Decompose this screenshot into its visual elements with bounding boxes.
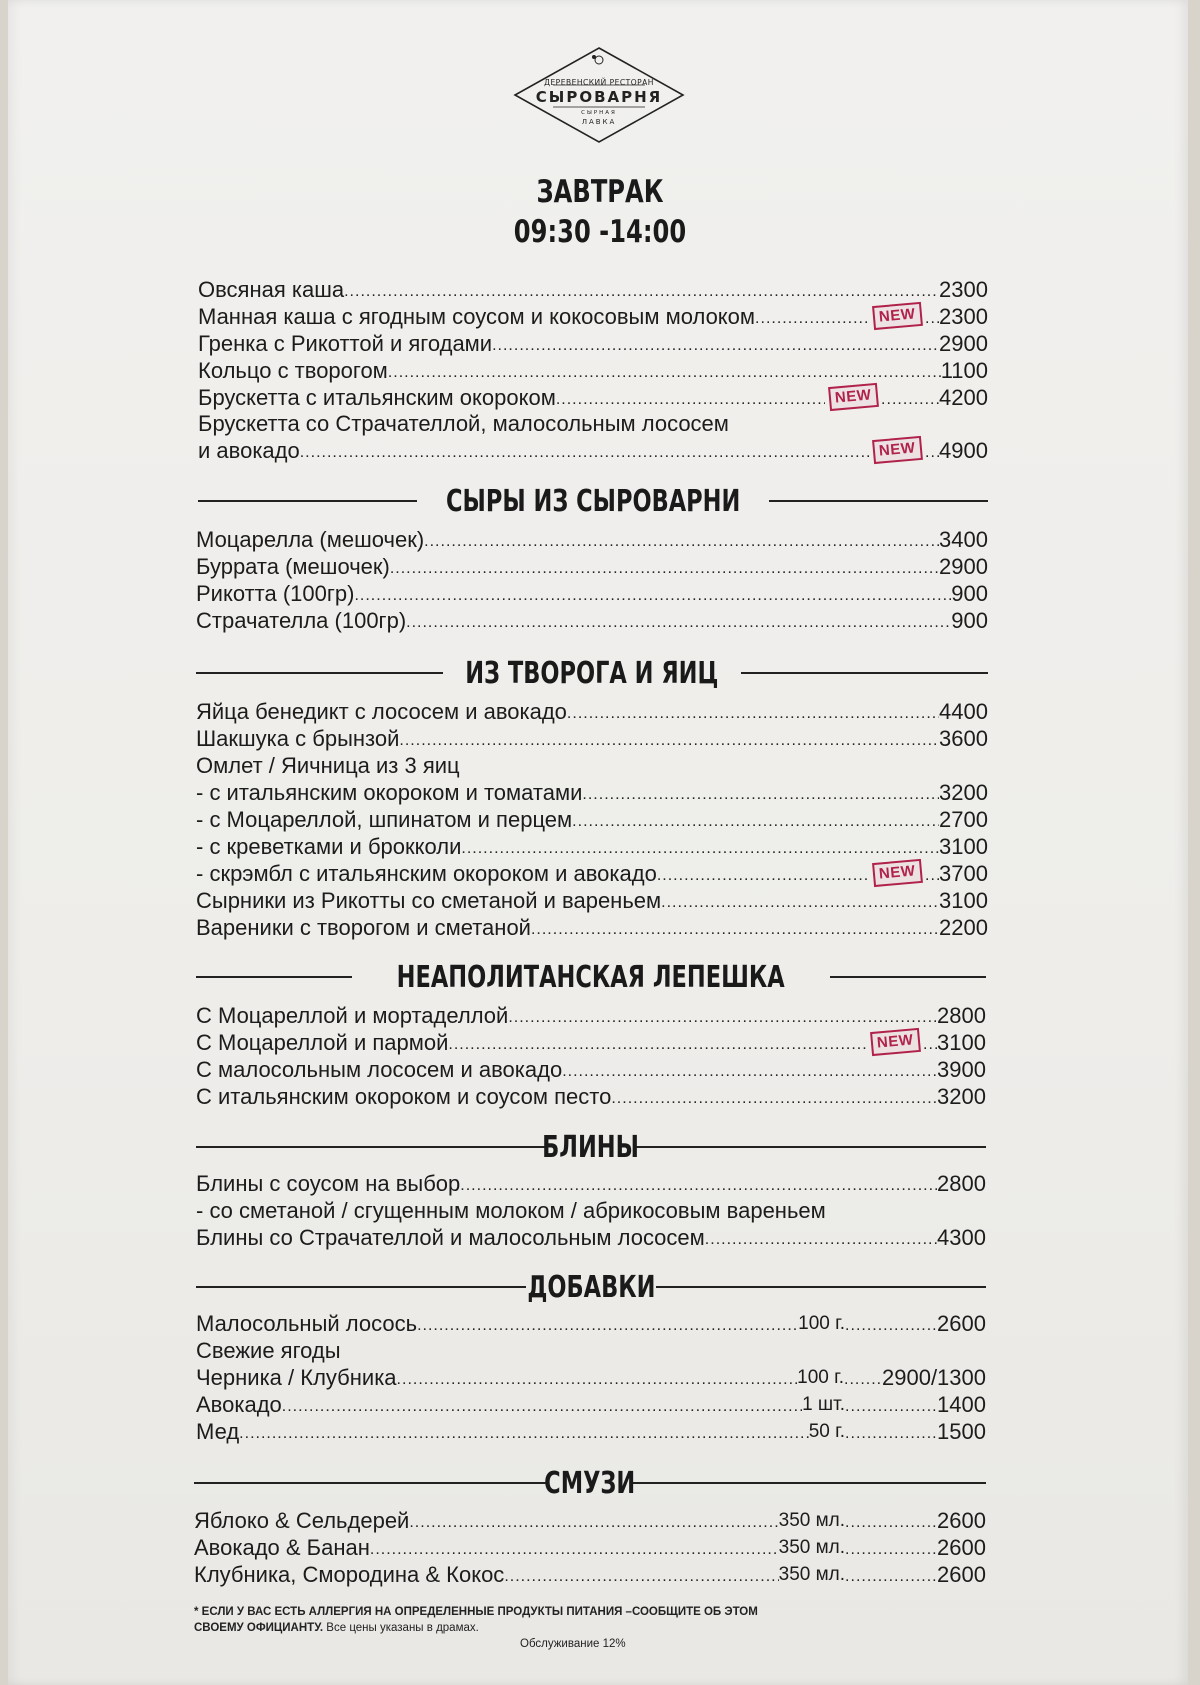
item-price: 2600 xyxy=(937,1535,986,1560)
item-name: Яйца бенедикт с лососем и авокадо xyxy=(196,699,567,724)
new-badge: NEW xyxy=(872,436,922,464)
section-title: НЕАПОЛИТАНСКАЯ ЛЕПЕШКА xyxy=(396,959,786,995)
menu-item xyxy=(196,1002,986,1029)
item-name: Авокадо xyxy=(196,1392,282,1417)
item-name: и авокадо xyxy=(198,438,300,463)
menu-item xyxy=(196,779,988,806)
item-name: Шакшука с брынзой xyxy=(196,726,400,751)
item-name: - скрэмбл с итальянским окороком и авокадо xyxy=(196,861,657,886)
menu-item xyxy=(196,1170,986,1197)
item-quantity: 50 г. xyxy=(808,1421,846,1442)
item-price: 1100 xyxy=(940,358,988,383)
item-price: 1500 xyxy=(937,1419,986,1444)
item-price: 3700 xyxy=(939,861,988,886)
leader-dots xyxy=(370,1539,779,1561)
item-name: С Моцареллой и пармой xyxy=(196,1030,449,1055)
item-quantity: 100 г. xyxy=(797,1367,844,1388)
leader-dots xyxy=(424,531,939,553)
menu-item xyxy=(198,330,988,357)
menu-item xyxy=(196,1224,986,1251)
leader-dots xyxy=(531,919,939,941)
menu-item xyxy=(198,437,988,464)
item-name: Овсяная каша xyxy=(198,277,345,302)
leader-dots xyxy=(881,389,939,411)
new-badge: NEW xyxy=(828,383,878,411)
section-flatbread xyxy=(196,960,986,994)
section-title: ИЗ ТВОРОГА И ЯИЦ xyxy=(465,655,719,691)
item-price: 2900 xyxy=(939,554,988,579)
menu-item xyxy=(196,806,988,833)
leader-dots xyxy=(844,1369,882,1391)
logo-top-text: ДЕРЕВЕНСКИЙ РЕСТОРАН xyxy=(544,78,654,87)
item-price: 2600 xyxy=(937,1562,986,1587)
leader-dots xyxy=(925,442,939,464)
leader-dots xyxy=(354,585,951,607)
item-quantity: 350 мл. xyxy=(778,1564,846,1585)
leader-dots xyxy=(611,1088,937,1110)
leader-dots xyxy=(388,362,941,384)
item-price: 2600 xyxy=(937,1508,986,1533)
leader-dots xyxy=(845,1566,937,1588)
item-name: Мед xyxy=(196,1419,240,1444)
item-quantity: 100 г. xyxy=(798,1313,846,1334)
leader-dots xyxy=(925,308,939,330)
item-name: Авокадо & Банан xyxy=(194,1535,370,1560)
menu-item xyxy=(196,887,988,914)
breakfast-hours: 09:30 -14:00 xyxy=(513,214,687,250)
section-title: СЫРЫ ИЗ СЫРОВАРНИ xyxy=(445,483,741,519)
leader-dots xyxy=(923,1034,937,1056)
item-price: 2200 xyxy=(939,915,988,940)
leader-dots xyxy=(390,558,939,580)
item-name: Страчателла (100гр) xyxy=(196,608,407,633)
item-price: 3200 xyxy=(939,780,988,805)
menu-item xyxy=(198,357,988,384)
menu-item xyxy=(198,384,988,411)
section-title: ДОБАВКИ xyxy=(526,1269,656,1305)
menu-item xyxy=(196,1391,986,1418)
item-price: 2800 xyxy=(937,1171,986,1196)
leader-dots xyxy=(399,730,939,752)
addons-line: Свежие ягоды xyxy=(196,1338,341,1363)
section-pancakes xyxy=(196,1130,986,1164)
allergy-note-line2 xyxy=(194,1620,479,1636)
item-name: Сырники из Рикотты со сметаной и вареньем xyxy=(196,888,662,913)
menu-item xyxy=(196,914,988,941)
item-name: Клубника, Смородина & Кокос xyxy=(194,1562,505,1587)
item-name: - с креветками и брокколи xyxy=(196,834,462,859)
section-eggs xyxy=(196,656,988,690)
item-name: С итальянским окороком и соусом песто xyxy=(196,1084,612,1109)
leader-dots xyxy=(705,1229,937,1251)
leader-dots xyxy=(460,1175,937,1197)
item-price: 2600 xyxy=(937,1311,986,1336)
item-name: Вареники с творогом и сметаной xyxy=(196,915,531,940)
prices-note: Все цены указаны в драмах. xyxy=(323,1622,479,1634)
leader-dots xyxy=(282,1396,802,1418)
leader-dots xyxy=(562,1061,937,1083)
item-price: 3100 xyxy=(939,888,988,913)
logo-bottom-text: ЛАВКА xyxy=(581,118,617,126)
leader-dots xyxy=(461,838,939,860)
menu-item xyxy=(198,303,988,330)
restaurant-logo xyxy=(513,46,685,144)
item-quantity: 350 мл. xyxy=(778,1510,846,1531)
menu-item xyxy=(196,580,988,607)
item-name: Буррата (мешочек) xyxy=(196,554,390,579)
item-name: - с Моцареллой, шпинатом и перцем xyxy=(196,807,573,832)
item-price: 2300 xyxy=(939,277,988,302)
item-price: 3100 xyxy=(939,834,988,859)
allergy-note-bold: СВОЕМУ ОФИЦИАНТУ. xyxy=(194,1622,324,1634)
leader-dots xyxy=(417,1315,798,1337)
leader-dots xyxy=(845,1512,937,1534)
logo-small-text: СЫРНАЯ xyxy=(581,110,617,116)
eggs-line: Омлет / Яичница из 3 яиц xyxy=(196,753,460,778)
menu-item xyxy=(196,698,988,725)
leader-dots xyxy=(504,1566,778,1588)
menu-item xyxy=(196,1083,986,1110)
section-title: БЛИНЫ xyxy=(542,1129,640,1165)
menu-item xyxy=(196,1029,986,1056)
item-price: 3400 xyxy=(939,527,988,552)
section-cheese xyxy=(198,484,988,518)
new-badge: NEW xyxy=(870,1028,920,1056)
menu-item xyxy=(196,860,988,887)
item-price: 3900 xyxy=(937,1057,986,1082)
menu-item xyxy=(196,1418,986,1445)
leader-dots xyxy=(409,1512,778,1534)
item-quantity: 350 мл. xyxy=(778,1537,846,1558)
leader-dots xyxy=(845,1396,937,1418)
menu-item xyxy=(196,1310,986,1337)
leader-dots xyxy=(582,784,939,806)
section-title: СМУЗИ xyxy=(544,1465,636,1501)
menu-item xyxy=(196,553,988,580)
breakfast-line: Брускетта со Страчателлой, малосольным лососем xyxy=(198,411,729,436)
leader-dots xyxy=(344,281,939,303)
menu-item xyxy=(196,1364,986,1391)
menu-item xyxy=(196,607,988,634)
item-price: 2900/1300 xyxy=(882,1365,986,1390)
item-name: Блины со Страчателлой и малосольным лососем xyxy=(196,1225,705,1250)
leader-dots xyxy=(572,811,939,833)
item-price: 4300 xyxy=(937,1225,986,1250)
new-badge: NEW xyxy=(872,859,922,887)
leader-dots xyxy=(755,308,869,330)
item-price: 4900 xyxy=(939,438,988,463)
item-name: Гренка с Рикоттой и ягодами xyxy=(198,331,493,356)
item-name: С Моцареллой и мортаделлой xyxy=(196,1003,509,1028)
item-price: 2300 xyxy=(939,304,988,329)
leader-dots xyxy=(406,612,951,634)
logo-name: СЫРОВАРНЯ xyxy=(535,88,663,106)
item-name: Манная каша с ягодным соусом и кокосовым молоком xyxy=(198,304,756,329)
item-name: Малосольный лосось xyxy=(196,1311,418,1336)
item-price: 3200 xyxy=(937,1084,986,1109)
section-addons xyxy=(196,1270,986,1304)
item-price: 900 xyxy=(951,608,988,633)
section-smoothies xyxy=(194,1466,986,1500)
item-name: Брускетта с итальянским окороком xyxy=(198,385,556,410)
item-name: Моцарелла (мешочек) xyxy=(196,527,425,552)
item-price: 2900 xyxy=(939,331,988,356)
leader-dots xyxy=(845,1423,937,1445)
menu-item xyxy=(194,1507,986,1534)
menu-item xyxy=(196,725,988,752)
item-name: Блины с соусом на выбор xyxy=(196,1171,461,1196)
menu-item xyxy=(196,1056,986,1083)
menu-item xyxy=(196,526,988,553)
leader-dots xyxy=(845,1539,937,1561)
item-name: - с итальянским окороком и томатами xyxy=(196,780,583,805)
item-quantity: 1 шт. xyxy=(802,1394,846,1415)
item-name: Черника / Клубника xyxy=(196,1365,397,1390)
item-name: С малосольным лососем и авокадо xyxy=(196,1057,563,1082)
leader-dots xyxy=(556,389,825,411)
pancakes-line: - со сметаной / сгущенным молоком / абрикосовым вареньем xyxy=(196,1198,826,1223)
item-price: 2700 xyxy=(939,807,988,832)
page-title: ЗАВТРАК xyxy=(536,174,664,210)
leader-dots xyxy=(300,442,869,464)
item-name: Кольцо с творогом xyxy=(198,358,388,383)
leader-dots xyxy=(448,1034,866,1056)
item-price: 2800 xyxy=(937,1003,986,1028)
item-name: Яблоко & Сельдерей xyxy=(194,1508,410,1533)
menu-item xyxy=(194,1561,986,1588)
item-price: 1400 xyxy=(937,1392,986,1417)
item-price: 3100 xyxy=(937,1030,986,1055)
leader-dots xyxy=(239,1423,809,1445)
new-badge: NEW xyxy=(872,302,922,330)
leader-dots xyxy=(657,865,869,887)
menu-item xyxy=(198,276,988,303)
leader-dots xyxy=(661,892,939,914)
menu-item xyxy=(194,1534,986,1561)
leader-dots xyxy=(492,335,939,357)
item-name: Рикотта (100гр) xyxy=(196,581,355,606)
leader-dots xyxy=(508,1007,937,1029)
item-price: 4400 xyxy=(939,699,988,724)
item-price: 900 xyxy=(951,581,988,606)
service-charge: Обслуживание 12% xyxy=(520,1638,626,1650)
menu-item xyxy=(196,833,988,860)
allergy-note: * ЕСЛИ У ВАС ЕСТЬ АЛЛЕРГИЯ НА ОПРЕДЕЛЕННЫЕ ПРОДУКТЫ ПИТАНИЯ –СООБЩИТЕ ОБ ЭТОМ xyxy=(194,1606,758,1618)
leader-dots xyxy=(925,865,939,887)
leader-dots xyxy=(397,1369,798,1391)
item-price: 4200 xyxy=(939,385,988,410)
leader-dots xyxy=(845,1315,937,1337)
item-price: 3600 xyxy=(939,726,988,751)
leader-dots xyxy=(567,703,939,725)
